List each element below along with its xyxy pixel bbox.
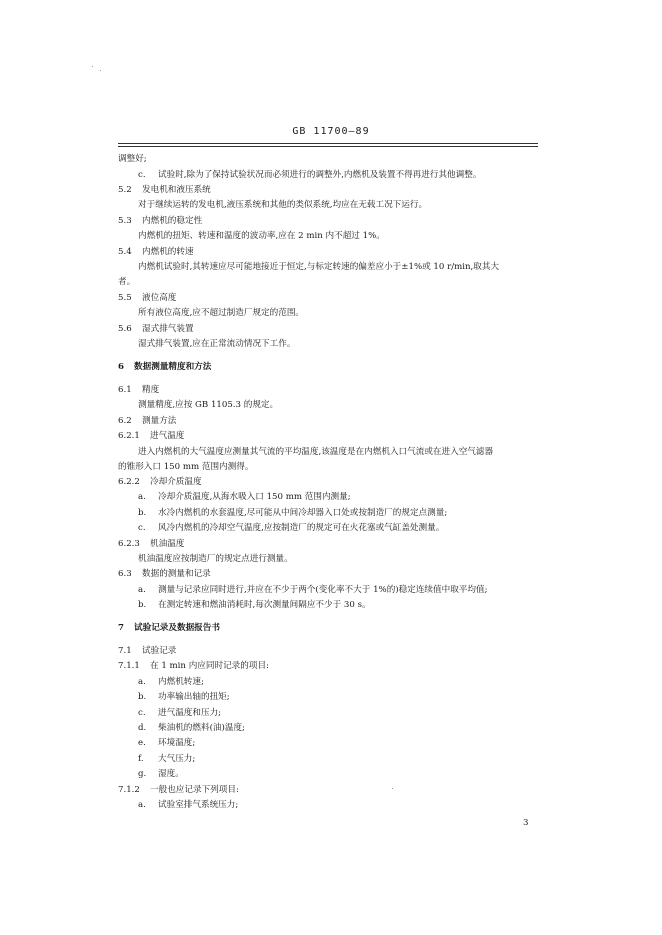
section-heading: 6.3 数据的测量和记录	[118, 569, 211, 579]
text-line: 测量精度,应按 GB 1105.3 的规定。	[138, 400, 279, 410]
list-item: b. 水冷内燃机的水套温度,尽可能从中间冷却器入口处或按制造厂的规定点测量;	[138, 508, 448, 518]
text-line: 内燃机试验时,其转速应尽可能地接近于恒定,与标定转速的偏差应小于±1%或 10 r/min,取其大	[138, 262, 500, 272]
section-heading: 6.2 测量方法	[118, 416, 177, 426]
section-heading: 6.1 精度	[118, 385, 160, 395]
text-line: 机油温度应按制造厂的规定点进行测量。	[138, 554, 293, 564]
list-item: c. 试验时,除为了保持试验状况而必须进行的调整外,内燃机及装置不得再进行其他调整。	[138, 170, 482, 180]
page-number: 3	[523, 818, 529, 828]
subsection-heading: 6.2.1 进气温度	[118, 431, 185, 441]
list-item: f. 大气压力;	[138, 754, 196, 764]
section-heading: 5.4 内燃机的转速	[118, 247, 194, 257]
text-line: 内燃机的扭矩、转速和温度的波动率,应在 2 min 内不超过 1%。	[138, 231, 385, 241]
list-item: d. 柴油机的燃料(油)温度;	[138, 723, 245, 733]
text-line: 对于继续运转的发电机,液压系统和其他的类似系统,均应在无载工况下运行。	[138, 200, 428, 210]
text-line: 者。	[118, 277, 136, 287]
list-item: b. 功率输出轴的扭矩;	[138, 692, 230, 702]
section-heading: 5.5 液位高度	[118, 293, 177, 303]
page-header: GB 11700—89	[292, 126, 370, 137]
chapter-heading: 7 试验记录及数据报告书	[118, 623, 220, 633]
text-line: 湿式排气装置,应在正常流动情况下工作。	[138, 339, 296, 349]
list-item: b. 在测定转速和燃油消耗时,每次测量间隔应不少于 30 s。	[138, 600, 371, 610]
header-rule	[118, 146, 538, 147]
section-heading: 5.6 湿式排气装置	[118, 324, 194, 334]
subsection-heading: 7.1.1 在 1 min 内应同时记录的项目:	[118, 661, 269, 671]
list-item: g. 湿度。	[138, 769, 184, 779]
section-heading: 5.3 内燃机的稳定性	[118, 216, 203, 226]
list-item: a. 测量与记录应同时进行,并应在不少于两个(变化率不大于 1%的)稳定连续值中取平均值;	[138, 585, 488, 595]
text-line: 进入内燃机的大气温度应测量其气流的平均温度,该温度是在内燃机入口气流或在进入空气滤器	[138, 447, 494, 457]
section-heading: 5.2 发电机和液压系统	[118, 185, 211, 195]
list-item: c. 进气温度和压力;	[138, 708, 222, 718]
list-item: a. 冷却介质温度,从海水吸入口 150 mm 范围内测量;	[138, 492, 351, 502]
header-rule	[118, 143, 538, 144]
subsection-heading: 6.2.3 机油温度	[118, 539, 185, 549]
list-item: a. 内燃机转速;	[138, 677, 204, 687]
chapter-heading: 6 数据测量精度和方法	[118, 362, 212, 372]
list-item: c. 风冷内燃机的冷却空气温度,应按制造厂的规定可在火花塞或气缸盖处测量。	[138, 523, 445, 533]
text-line: 所有液位高度,应不超过制造厂规定的范围。	[138, 308, 305, 318]
scan-speck	[100, 70, 101, 71]
subsection-heading: 7.1.2 一般也应记录下列项目:	[118, 785, 239, 795]
subsection-heading: 6.2.2 冷却介质温度	[118, 477, 202, 487]
scan-speck	[92, 66, 93, 67]
list-item: a. 试验室排气系统压力;	[138, 800, 239, 810]
text-line: 的锥形入口 150 mm 范围内测得。	[118, 462, 254, 472]
list-item: e. 环境温度;	[138, 738, 196, 748]
section-heading: 7.1 试验记录	[118, 646, 177, 656]
scan-speck	[392, 788, 393, 789]
text-line: 调整好;	[118, 154, 147, 164]
